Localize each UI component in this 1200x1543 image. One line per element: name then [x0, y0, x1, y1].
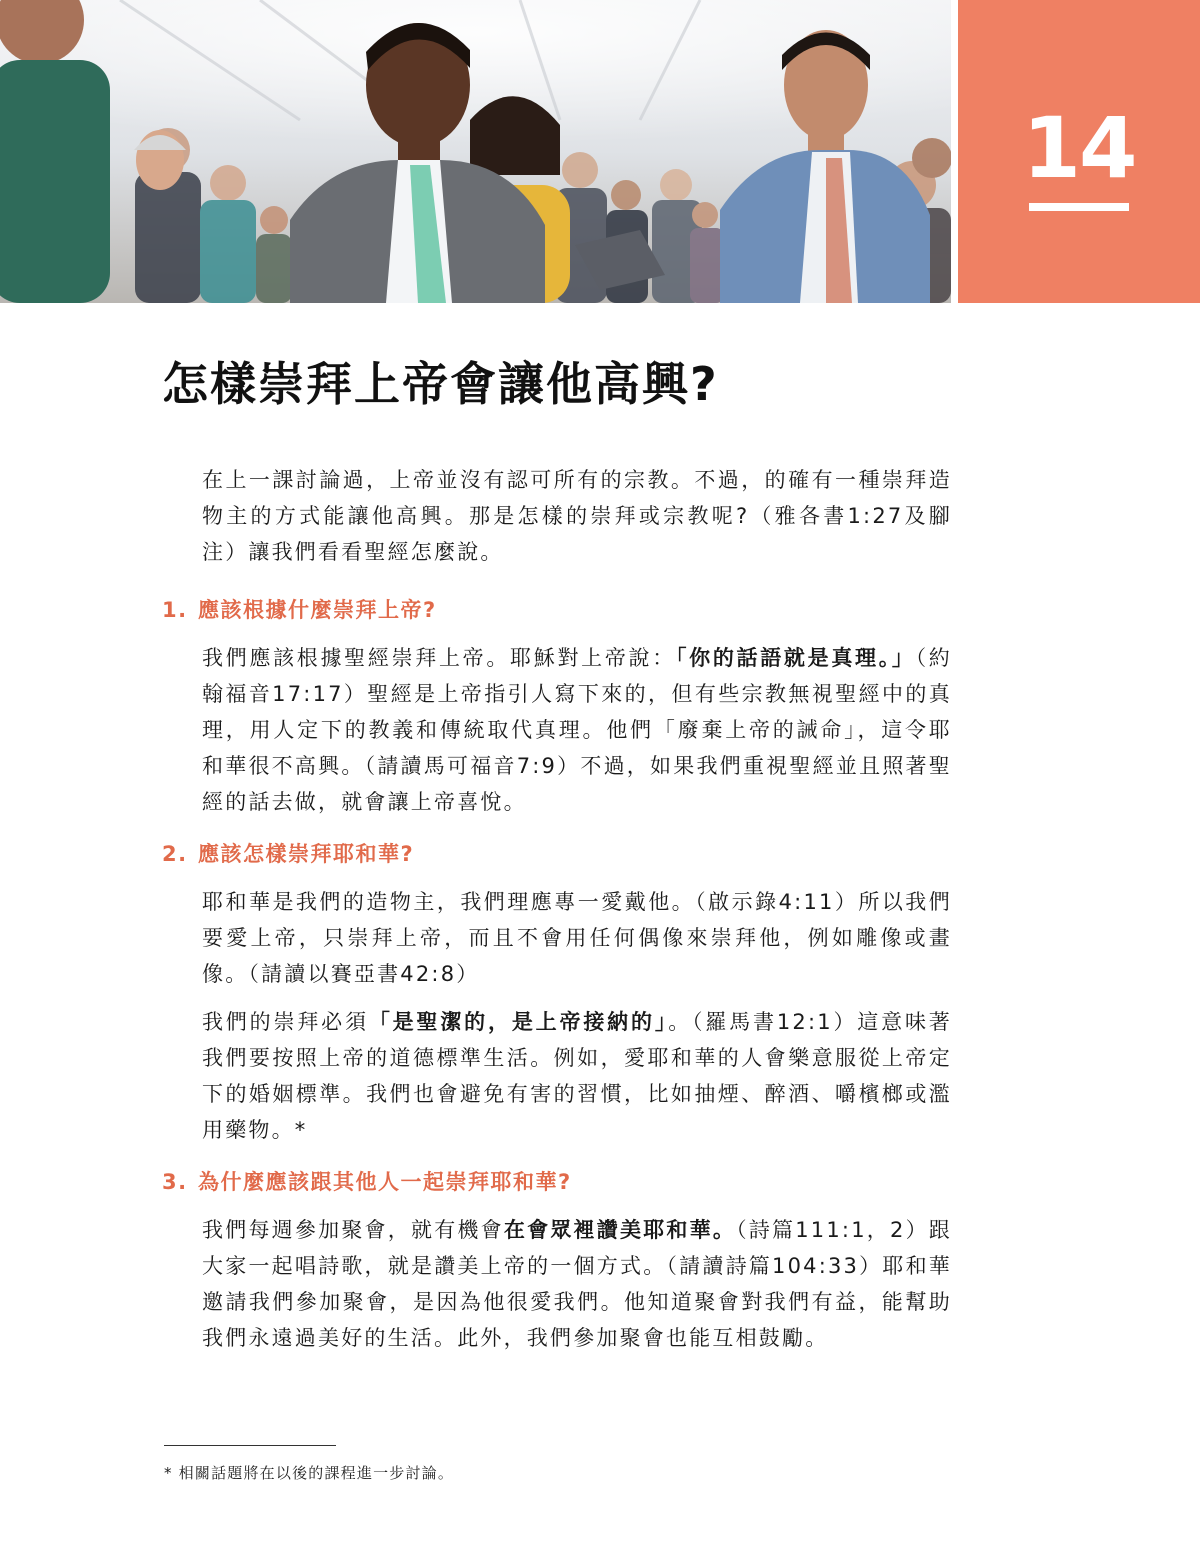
footnote-divider [164, 1445, 336, 1446]
section-paragraph [202, 640, 952, 820]
section-1 [162, 592, 962, 820]
paragraph-emphasis: 「你的話語就是真理。」 [675, 646, 916, 670]
section-2 [162, 836, 962, 1148]
paragraph-text: 。（羅馬書12:1）這意味著我們要按照上帝的道德標準生活。例如，愛耶和華的人會樂意服從上帝定下的婚姻標準。我們也會避免有害的習慣，比如抽煙、醉酒、嚼檳榔或濫用藥物。* [202, 1010, 952, 1142]
lesson-number-box [958, 0, 1200, 303]
section-paragraph [202, 1004, 952, 1148]
paragraph-emphasis: 「是聖潔的，是上帝接納的」 [368, 1010, 669, 1034]
page-title: 怎樣崇拜上帝會讓他高興? [162, 357, 719, 411]
paragraph-emphasis: 在會眾裡讚美耶和華。 [503, 1218, 737, 1242]
intro-paragraph: 在上一課討論過，上帝並沒有認可所有的宗教。不過，的確有一種崇拜造物主的方式能讓他高興。那是怎樣的崇拜或宗教呢?（雅各書1:27及腳注）讓我們看看聖經怎麼說。 [202, 468, 952, 564]
paragraph-text: 我們應該根據聖經崇拜上帝。耶穌對上帝說： [202, 646, 676, 670]
paragraph-text: 耶和華是我們的造物主，我們理應專一愛戴他。（啟示錄4:11）所以我們要愛上帝，只崇拜上帝，而且不會用任何偶像來崇拜他，例如雕像或畫像。（請讀以賽亞書42:8） [202, 890, 952, 986]
footnote: * 相關話題將在以後的課程進一步討論。 [164, 1464, 455, 1482]
section-number: 1. [162, 598, 188, 622]
section-heading [162, 1164, 962, 1200]
section-number: 2. [162, 842, 188, 866]
paragraph-text: （約翰福音17:17）聖經是上帝指引人寫下來的，但有些宗教無視聖經中的真理，用人定下的教義和傳統取代真理。他們「廢棄上帝的誡命」，這令耶和華很不高興。（請讀馬可福音7:9）不過，如果我們重視聖經並且照著聖經的話去做，就會讓上帝喜悅。 [202, 646, 953, 814]
lesson-content [162, 462, 962, 1372]
lesson-number: 14 [1022, 99, 1136, 197]
section-heading [162, 592, 962, 628]
section-paragraph [202, 884, 952, 992]
section-heading-text: 為什麼應該跟其他人一起崇拜耶和華? [198, 1170, 572, 1194]
section-paragraph [202, 1212, 952, 1356]
paragraph-text: （詩篇111:1，2）跟大家一起唱詩歌，就是讚美上帝的一個方式。（請讀詩篇104:33）耶和華邀請我們參加聚會，是因為他很愛我們。他知道聚會對我們有益，能幫助我們永遠過美好的生活。此外，我們參加聚會也能互相鼓勵。 [202, 1218, 952, 1350]
paragraph-text: 我們每週參加聚會，就有機會 [202, 1218, 504, 1242]
header-gap [951, 0, 958, 303]
congregation-singing-photo [0, 0, 951, 303]
section-3 [162, 1164, 962, 1356]
section-heading-text: 應該怎樣崇拜耶和華? [198, 842, 415, 866]
section-heading [162, 836, 962, 872]
lesson-number-underline [1029, 203, 1129, 211]
header-photo [0, 0, 951, 303]
paragraph-text: 我們的崇拜必須 [202, 1010, 369, 1034]
section-heading-text: 應該根據什麼崇拜上帝? [198, 598, 437, 622]
section-number: 3. [162, 1170, 188, 1194]
